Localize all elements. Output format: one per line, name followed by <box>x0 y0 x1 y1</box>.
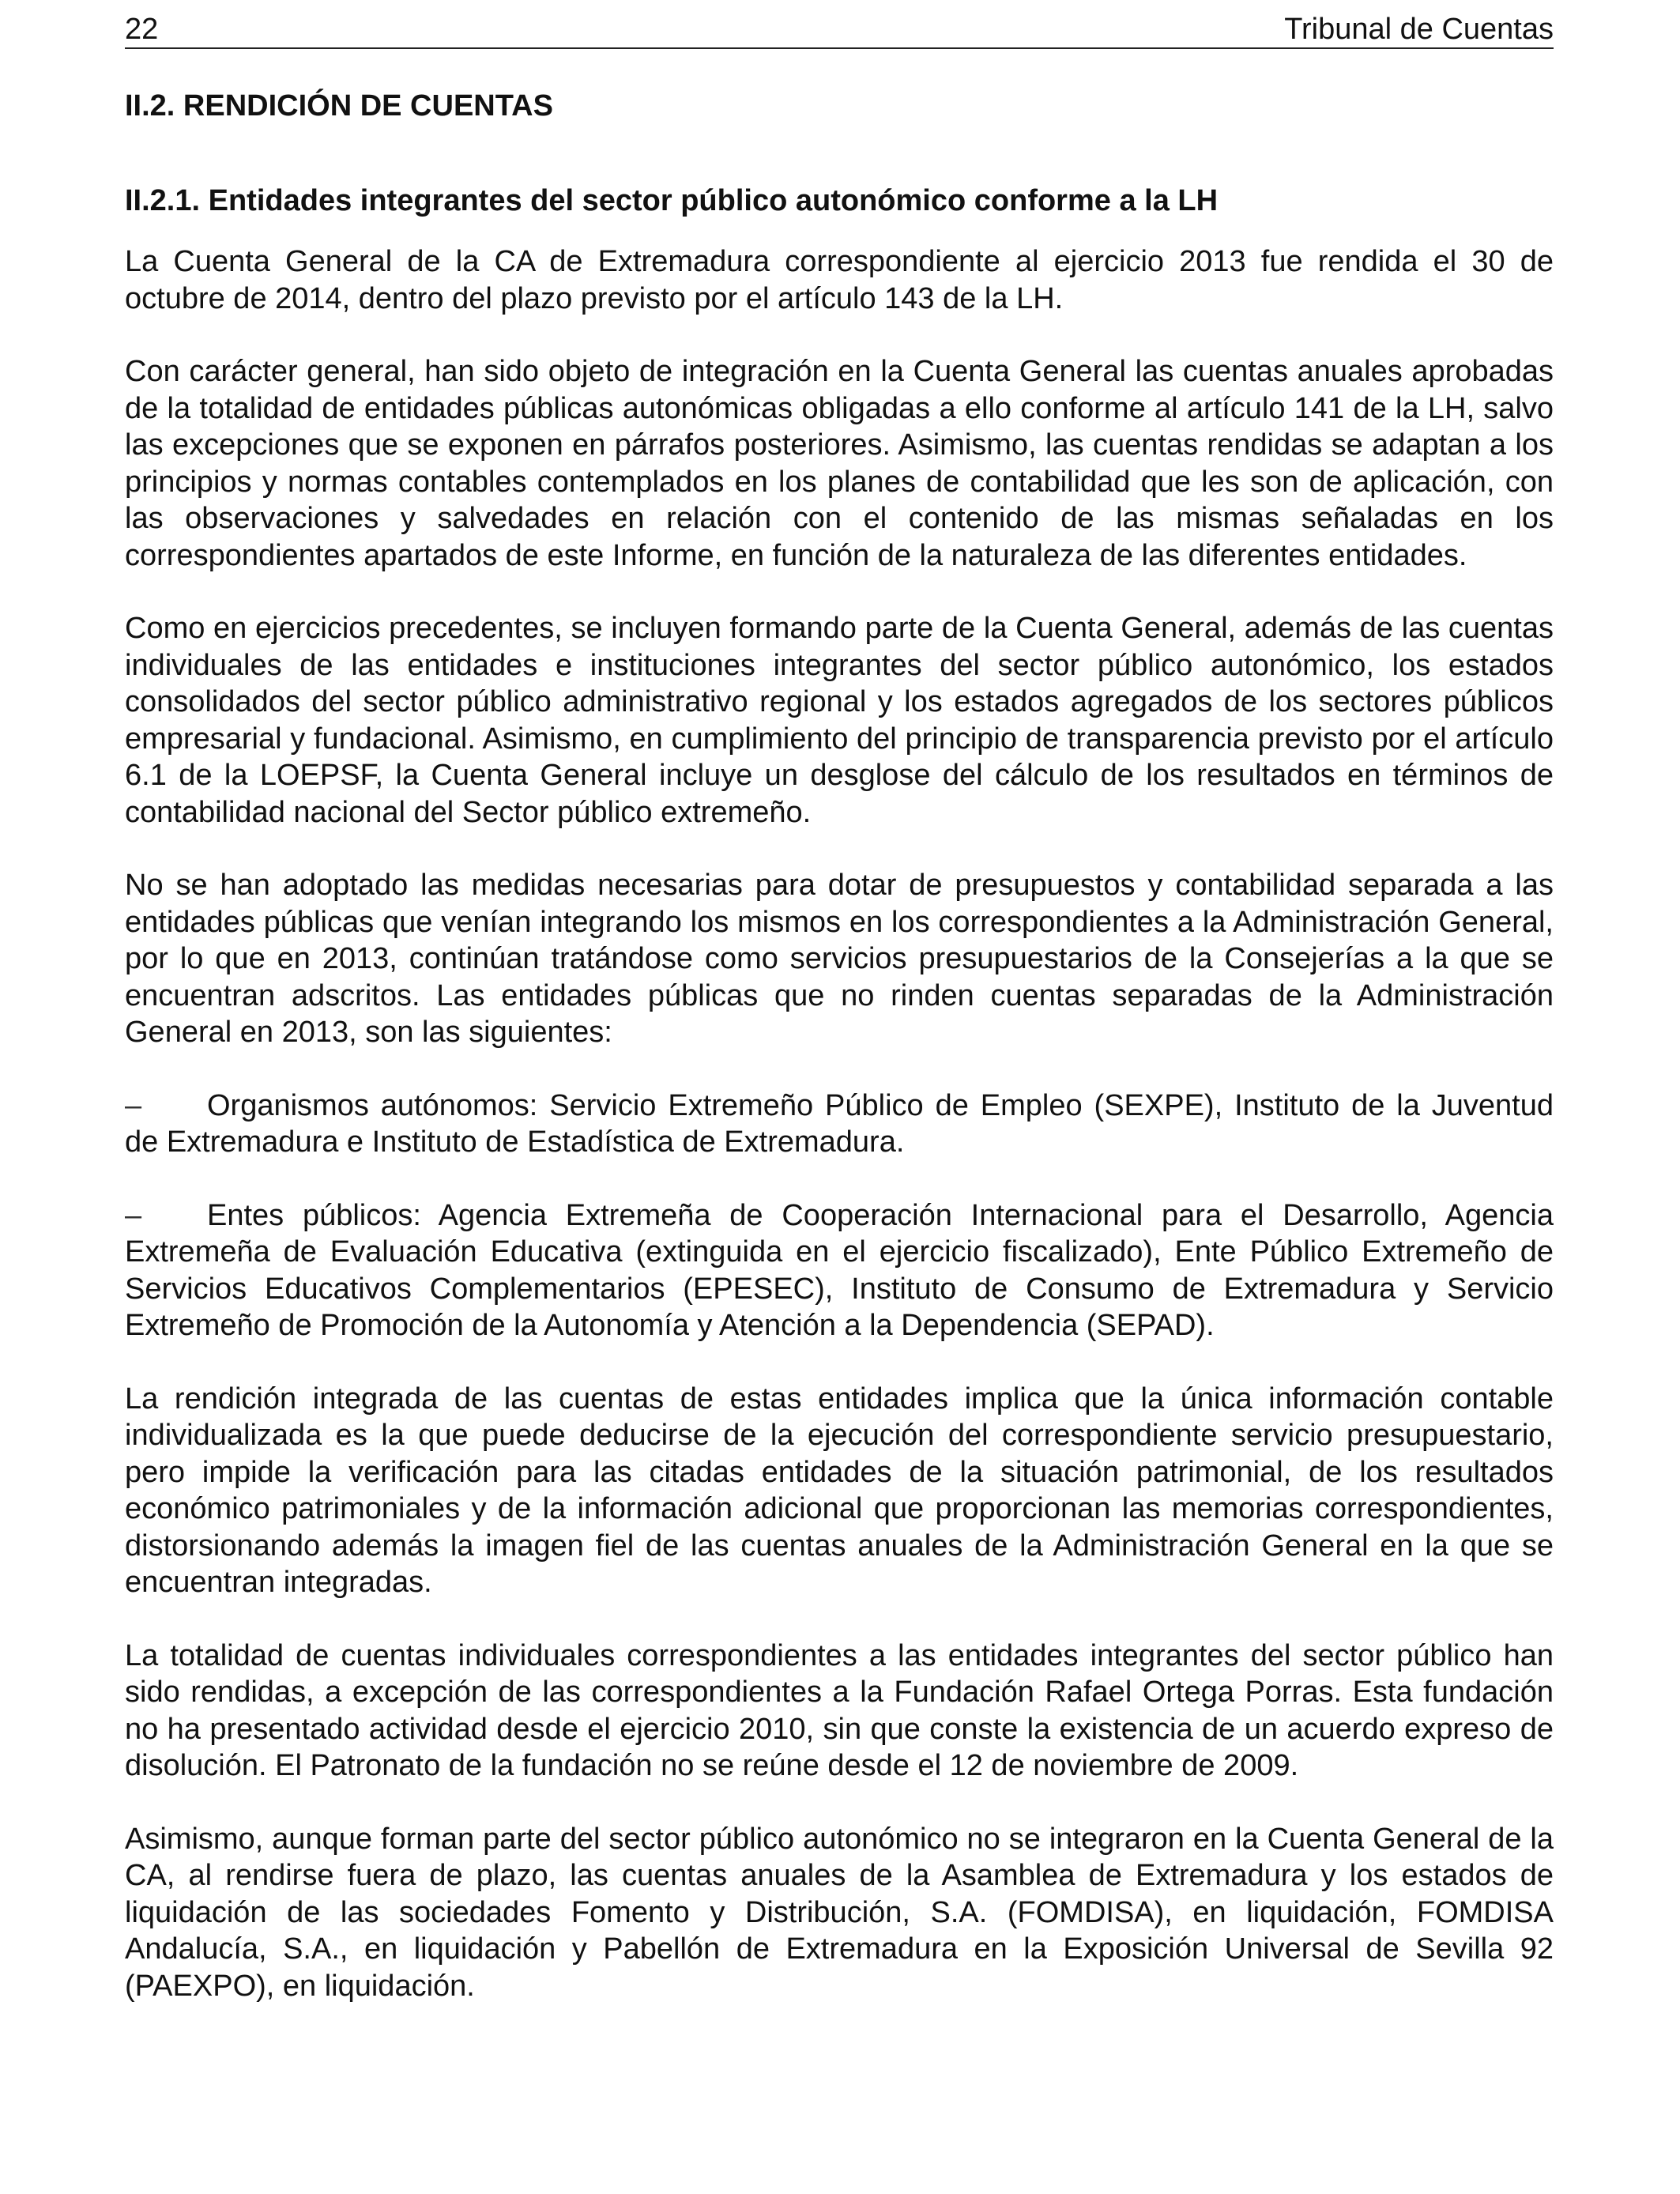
page-number: 22 <box>125 13 159 46</box>
subsection-title: II.2.1. Entidades integrantes del sector público autonómico conforme a la LH <box>125 184 1219 217</box>
list-item-text: Organismos autónomos: Servicio Extremeño Público de Empleo (SEXPE), Instituto de la Juventud de Extremadura e Instituto de Estadística de Extremadura. <box>125 1088 1554 1159</box>
document-body <box>125 85 1554 2041</box>
dash-bullet: – <box>125 1198 142 1232</box>
header-organization: Tribunal de Cuentas <box>1284 13 1554 46</box>
list-item-entes <box>125 1197 1554 1344</box>
paragraph-1: La Cuenta General de la CA de Extremadura correspondiente al ejercicio 2013 fue rendida el 30 de octubre de 2014, dentro del plazo previsto por el artículo 143 de la LH. <box>125 245 1554 315</box>
paragraph-5: La rendición integrada de las cuentas de estas entidades implica que la única información contable individualizada es la que puede deducirse de la ejecución del correspondiente servicio presupuestario, pero impide la verificación para las citadas entidades de la situación patrimonial, de los resultados económico patrimoniales y de la información adicional que proporcionan las memorias correspondientes, distorsionando además la imagen fiel de las cuentas anuales de la Administración General en la que se encuentran integradas. <box>125 1382 1554 1599</box>
paragraph-6: La totalidad de cuentas individuales correspondientes a las entidades integrantes del sector público han sido rendidas, a excepción de las correspondientes a la Fundación Rafael Ortega Porras. Esta fundación no ha presentado actividad desde el ejercicio 2010, sin que conste la existencia de un acuerdo expreso de disolución. El Patronato de la fundación no se reúne desde el 12 de noviembre de 2009. <box>125 1638 1554 1782</box>
paragraph-3: Como en ejercicios precedentes, se incluyen formando parte de la Cuenta General, además de las cuentas individuales de las entidades e instituciones integrantes del sector público autonómico, los estados consolidados del sector público administrativo regional y los estados agregados de los sectores públicos empresarial y fundacional. Asimismo, en cumplimiento del principio de transparencia previsto por el artículo 6.1 de la LOEPSF, la Cuenta General incluye un desglose del cálculo de los resultados en términos de contabilidad nacional del Sector público extremeño. <box>125 612 1554 829</box>
paragraph-2: Con carácter general, han sido objeto de integración en la Cuenta General las cuentas anuales aprobadas de la totalidad de entidades públicas autonómicas obligadas a ello conforme al artículo 141 de la LH, salvo las excepciones que se exponen en párrafos posteriores. Asimismo, las cuentas rendidas se adaptan a los principios y normas contables contemplados en los planes de contabilidad que les son de aplicación, con las observaciones y salvedades en relación con el contenido de las mismas señaladas en los correspondientes apartados de este Informe, en función de la naturaleza de las diferentes entidades. <box>125 355 1554 572</box>
dash-bullet: – <box>125 1088 142 1122</box>
section-title: II.2. RENDICIÓN DE CUENTAS <box>125 89 553 123</box>
list-item-text: Entes públicos: Agencia Extremeña de Cooperación Internacional para el Desarrollo, Agencia Extremeña de Evaluación Educativa (extinguida en el ejercicio fiscalizado), Ente Público Extremeño de Servicios Educativos Complementarios (EPESEC), Instituto de Consumo de Extremadura y Servicio Extremeño de Promoción de la Autonomía y Atención a la Dependencia (SEPAD). <box>125 1198 1554 1342</box>
paragraph-4: No se han adoptado las medidas necesarias para dotar de presupuestos y contabilidad separada a las entidades públicas que venían integrando los mismos en los correspondientes a la Administración General, por lo que en 2013, continúan tratándose como servicios presupuestarios de la Consejerías a la que se encuentran adscritos. Las entidades públicas que no rinden cuentas separadas de la Administración General en 2013, son las siguientes: <box>125 869 1554 1049</box>
list-item-organismos <box>125 1088 1554 1161</box>
paragraph-7: Asimismo, aunque forman parte del sector público autonómico no se integraron en la Cuenta General de la CA, al rendirse fuera de plazo, las cuentas anuales de la Asamblea de Extremadura y los estados de liquidación de las sociedades Fomento y Distribución, S.A. (FOMDISA), en liquidación, FOMDISA Andalucía, S.A., en liquidación y Pabellón de Extremadura en la Exposición Universal de Sevilla 92 (PAEXPO), en liquidación. <box>125 1822 1554 2003</box>
page-header <box>125 8 1554 49</box>
